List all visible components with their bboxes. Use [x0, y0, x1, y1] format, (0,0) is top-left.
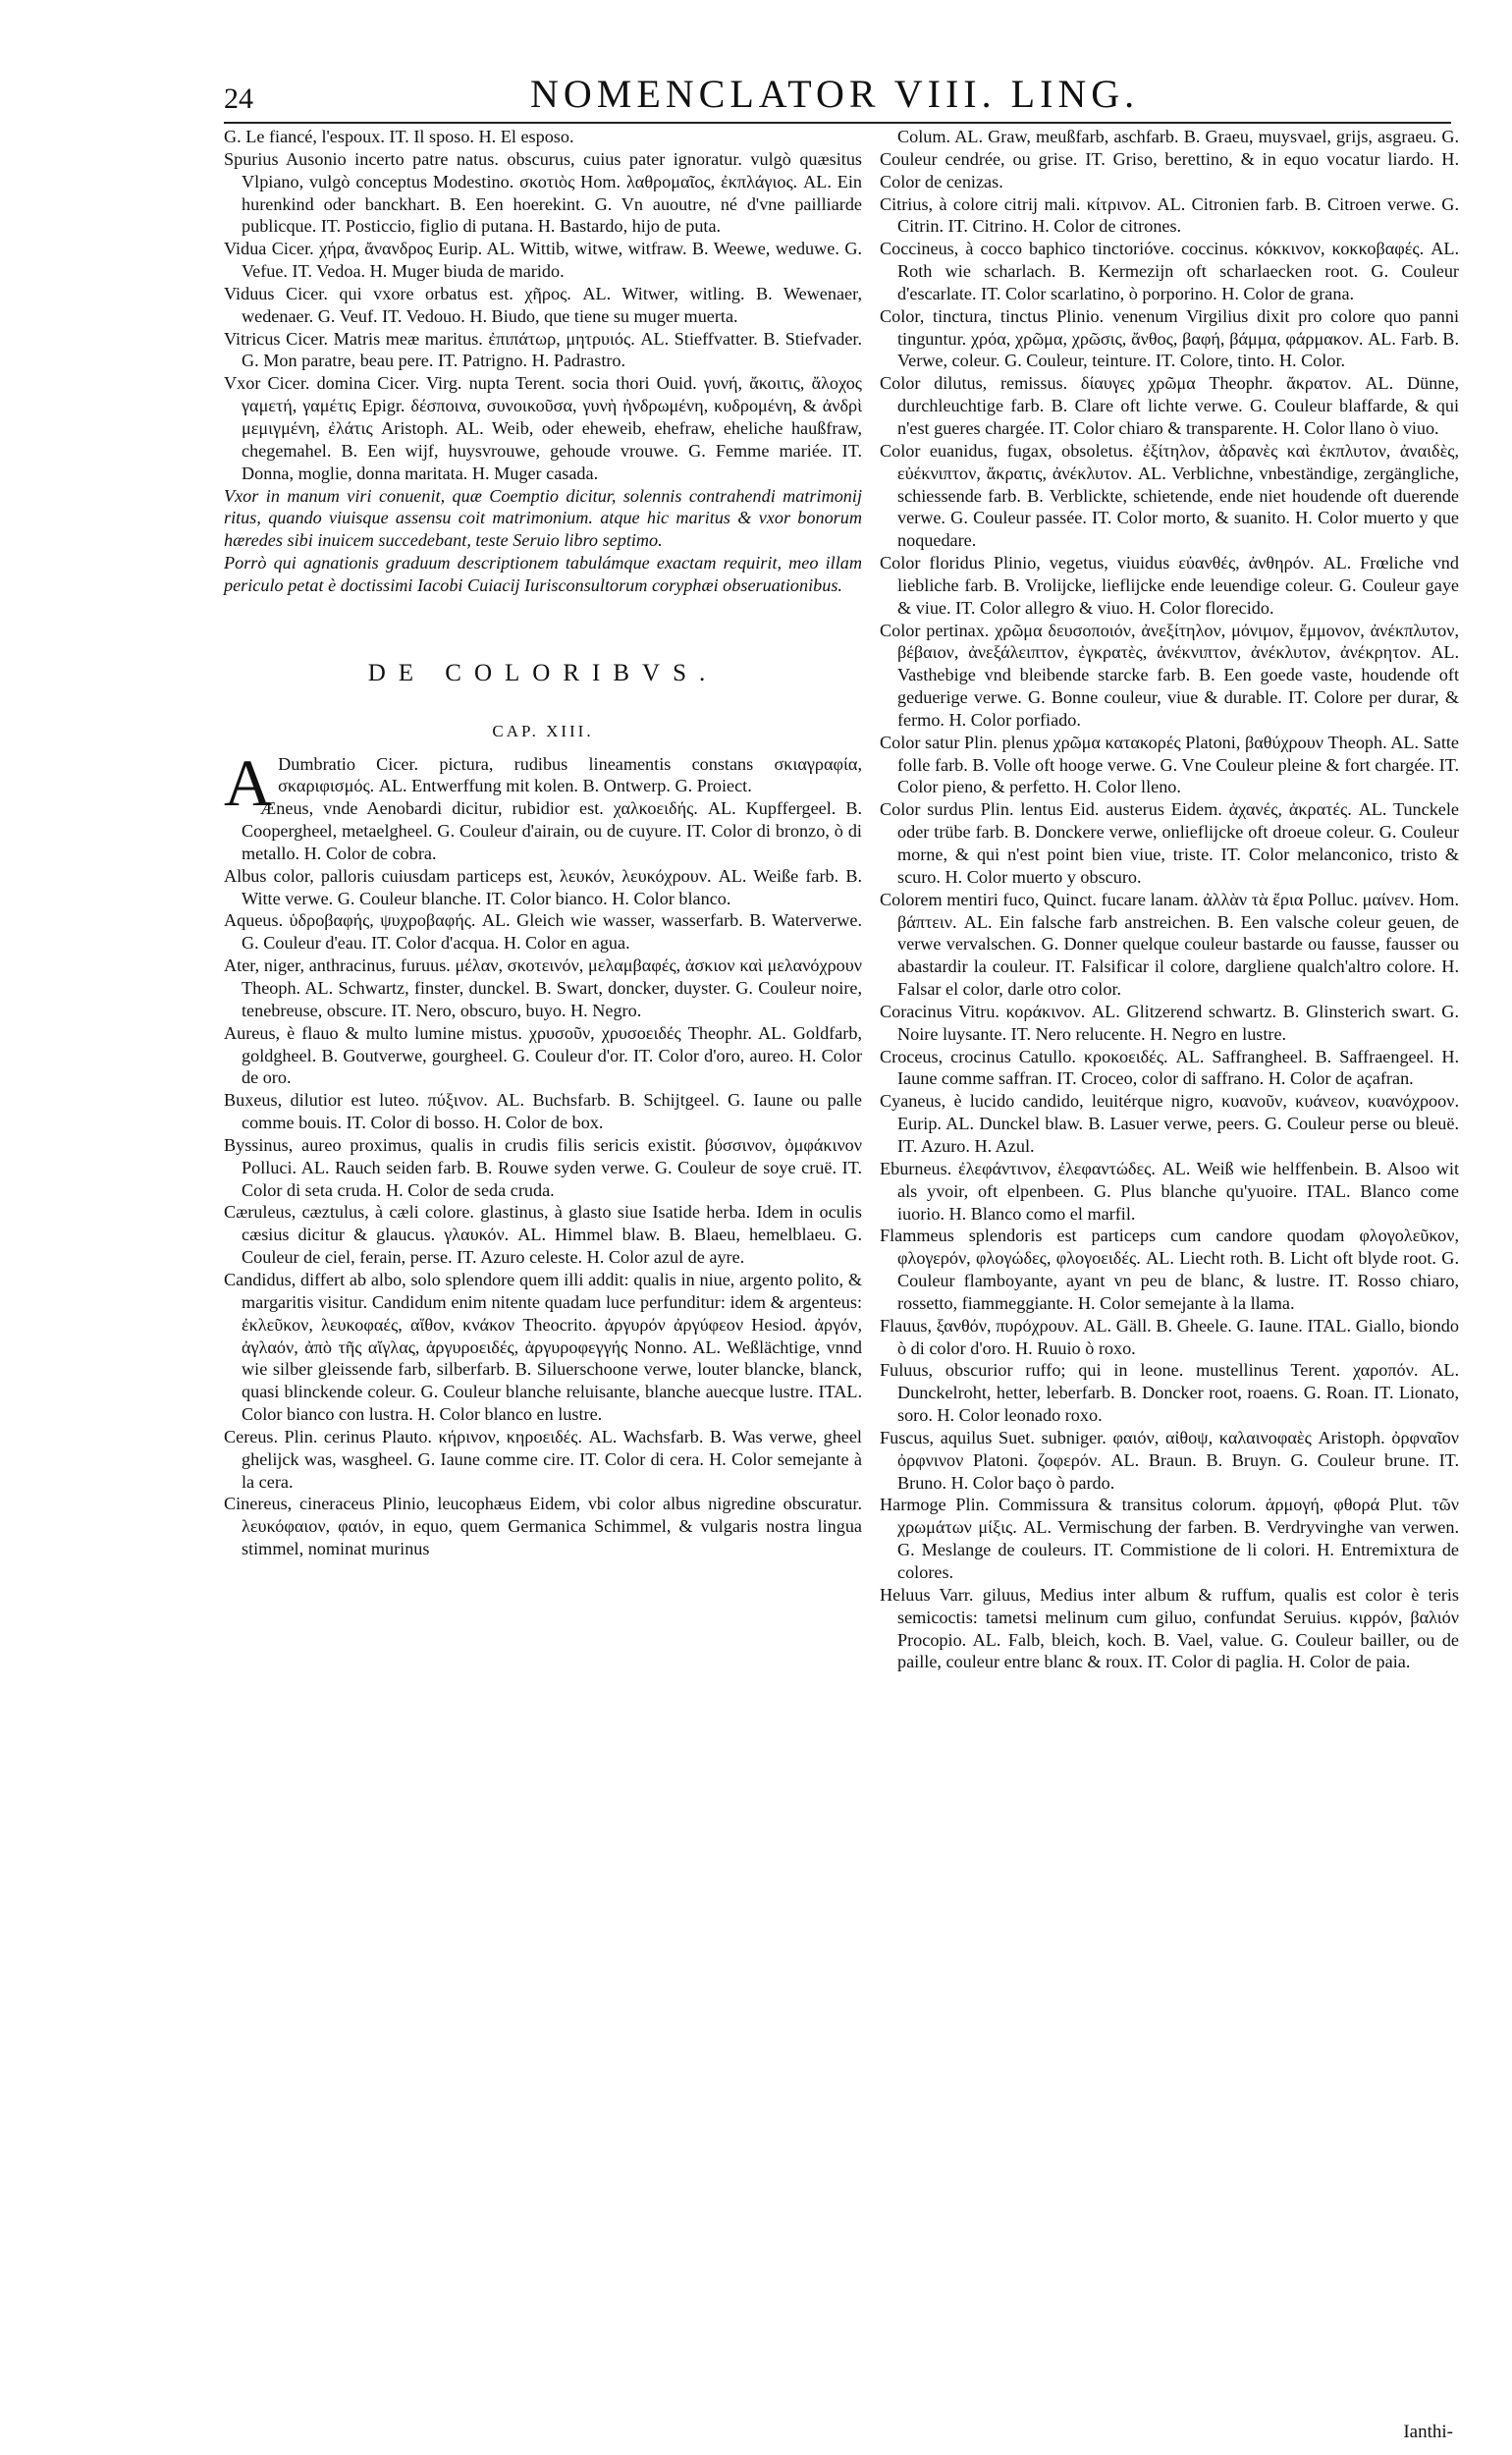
right-column	[880, 126, 1459, 1673]
dictionary-entry: Fuscus, aquilus Suet. subniger. φαιόν, αἰθοψ, καλαινοφαὲς Aristoph. ὀρφναῖον ὀρφνινον Platoni. ζοφερόν. AL. Braun. B. Bruyn. G. Couleur brune. IT. Bruno. H. Color baço ò pardo.	[880, 1427, 1459, 1493]
dictionary-entry: Vidua Cicer. χήρα, ἄνανδρος Eurip. AL. Wittib, witwe, witfraw. B. Weewe, weduwe. G. Vefue. IT. Vedoa. H. Muger biuda de marido.	[224, 239, 862, 282]
dictionary-entry: Cæruleus, cæztulus, à cæli colore. glastinus, à glasto siue Isatide herba. Idem in oculis cæsius dicitur & glaucus. γλαυκόν. AL. Himmel blaw. B. Blaeu, hemelblaeu. G. Couleur de ciel, ferain, perse. IT. Azuro celeste. H. Color azul de ayre.	[224, 1202, 862, 1268]
dictionary-entry: Citrius, à colore citrij mali. κίτρινον. AL. Citronien farb. B. Citroen verwe. G. Citrin. IT. Citrino. H. Color de citrones.	[880, 193, 1459, 237]
dictionary-entry: Ater, niger, anthracinus, furuus. μέλαν, σκοτεινόν, μελαμβαφές, ἀσκιον καὶ μελανόχρουν Theoph. AL. Schwartz, finster, dunckel. B. Swart, doncker, duyster. G. Couleur noire, tenebreuse, obscure. IT. Nero, obscuro, buyo. H. Negro.	[224, 955, 862, 1020]
dictionary-entry: Æneus, vnde Aenobardi dicitur, rubidior est. χαλκοειδής. AL. Kupffergeel. B. Coopergheel, metaelgheel. G. Couleur d'airain, ou de cuyure. IT. Color di bronzo, ò di metallo. H. Color de cobra.	[242, 798, 862, 863]
dictionary-entry: Albus color, palloris cuiusdam particeps est, λευκόν, λευκόχρουν. AL. Weiße farb. B. Witte verwe. G. Couleur blanche. IT. Color bianco. H. Color blanco.	[224, 865, 862, 908]
dictionary-entry: Color euanidus, fugax, obsoletus. ἐξίτηλον, ἀδρανὲς καὶ ἐκπλυτον, ἀναιδὲς, εὐέκνιπτον, ἄκρατις, ἀνέκλυτον. AL. Verblichne, vnbeständige, zergängliche, schiessende farb. B. Verblickte, schietende, ende niet houdende oft duerende verwe. G. Couleur passée. IT. Color morto, & suanito. H. Color muerto y que noquedare.	[880, 440, 1459, 551]
left-column	[224, 126, 862, 1560]
dictionary-entry: Color surdus Plin. lentus Eid. austerus Eidem. ἀχανές, ἀκρατές. AL. Tunckele oder trübe farb. B. Donckere verwe, onlieflijcke oft droeue coleur. G. Couleur morne, & qui n'est point bien viue, triste. IT. Color melanconico, tristo & scuro. H. Color muerto y obscuro.	[880, 799, 1459, 887]
header-rule	[224, 122, 1451, 124]
dictionary-entry: Color, tinctura, tinctus Plinio. venenum Virgilius dixit pro colore quo panni tinguntur. χρόα, χρῶμα, χρῶσις, ἄνθος, βαφή, βάμμα, φάρμακον. AL. Farb. B. Verwe, coleur. G. Couleur, teinture. IT. Colore, tinto. H. Color.	[880, 305, 1459, 371]
dictionary-entry: Colum. AL. Graw, meußfarb, aschfarb. B. Graeu, muysvael, grijs, asgraeu. G. Couleur cendrée, ou grise. IT. Griso, berettino, & in equo vocatur liardo. H. Color de cenizas.	[880, 127, 1459, 191]
left-entries-after	[224, 744, 862, 1560]
dictionary-entry: Cereus. Plin. cerinus Plauto. κήρινον, κηροειδές. AL. Wachsfarb. B. Was verwe, gheel ghelijck was, wasgheel. G. Iaune comme cire. IT. Color di cera. H. Color semejante à la cera.	[224, 1426, 862, 1492]
chapter-heading: CAP. XIII.	[492, 721, 594, 740]
dictionary-entry: Aqueus. ὑδροβαφής, ψυχροβαφής. AL. Gleich wie wasser, wasserfarb. B. Waterverwe. G. Couleur d'eau. IT. Color d'acqua. H. Color en agua.	[224, 910, 862, 954]
dictionary-entry: Eburneus. ἐλεφάντινον, ἐλεφαντώδες. AL. Weiß wie helffenbein. B. Alsoo wit als yvoir, oft elpenbeen. G. Plus blanche qu'yuoire. ITAL. Blanco come iuorio. H. Blanco como el marfil.	[880, 1158, 1459, 1224]
dictionary-entry: Color dilutus, remissus. δίαυγες χρῶμα Theophr. ἄκρατον. AL. Dünne, durchleuchtige farb. B. Clare oft lichte verwe. G. Couleur blaffarde, & qui n'est gueres chargée. IT. Color chiaro & transparente. H. Color llano ò viuo.	[880, 373, 1459, 438]
dictionary-entry: Cinereus, cineraceus Plinio, leucophæus Eidem, vbi color albus nigredine obscuratur. λευκόφαιον, φαιόν, in equo, quem Germanica Schimmel, & vulgaris nostra lingua stimmel, nominat murinus	[224, 1494, 862, 1559]
dictionary-entry: Flammeus splendoris est particeps cum candore quodam φλογολεῦκον, φλογερόν, φλογώδες, φλογοειδές. AL. Liecht roth. B. Licht oft blyde root. G. Couleur flamboyante, ayant vn peu de blanc, & lustre. IT. Rosso chiaro, rossetto, fiammeggiante. H. Color semejante à la llama.	[880, 1226, 1459, 1313]
dictionary-entry: Byssinus, aureo proximus, qualis in crudis filis sericis existit. βύσσινον, ὀμφάκινον Polluci. AL. Rauch seiden farb. B. Rouwe syden verwe. G. Couleur de soye cruë. IT. Color di seta cruda. H. Color de seda cruda.	[224, 1134, 862, 1200]
dictionary-entry: Heluus Varr. giluus, Medius inter album & ruffum, qualis est color è teris semicoctis: tametsi melinum cum giluo, confundat Seruius. κιρρόν, βαλιόν Procopio. AL. Falb, bleich, koch. B. Vael, value. G. Couleur bailler, ou de paille, couleur entre blanc & roux. IT. Color di paglia. H. Color de paia.	[880, 1584, 1459, 1672]
dictionary-entry: Vxor Cicer. domina Cicer. Virg. nupta Terent. socia thori Ouid. γυνή, ἄκοιτις, ἄλοχος γαμετή, γαμέτις Epigr. δέσποινα, συνοικοῦσα, γυνὴ ἠνδρωμένη, κυδρομένη, & ἀνδρὶ μεμιγμένη, ἐλάτις Aristoph. AL. Weib, oder eheweib, ehefraw, eheliche haußfraw, chegemahel. B. Een wijf, huysvrouwe, gehoude vrouwe. G. Femme mariée. IT. Donna, moglie, donna maritata. H. Muger casada.	[224, 373, 862, 483]
section-title: DE COLORIBVS.	[367, 659, 719, 686]
catchword: Ianthi-	[1403, 2422, 1453, 2442]
dictionary-entry: Fuluus, obscurior ruffo; qui in leone. mustellinus Terent. χαροπόν. AL. Dunckelroht, hetter, leberfarb. B. Doncker root, roaens. G. Roan. IT. Lionato, soro. H. Color leonado roxo.	[880, 1360, 1459, 1426]
dictionary-entry: Vxor in manum viri conuenit, quæ Coemptio dicitur, solennis contrahendi matrimonij ritus, quando viuisque assensu coit matrimonium. atque hic maritus & vxor bonorum hæredes sibi inuicem succedebant, teste Seruio libro septimo.	[224, 485, 862, 551]
right-entries	[880, 126, 1459, 1673]
dictionary-entry: Flauus, ξανθόν, πυρόχρουν. AL. Gäll. B. Gheele. G. Iaune. ITAL. Giallo, biondo ò di color d'oro. H. Ruuio ò roxo.	[880, 1315, 1459, 1358]
dictionary-entry: Aureus, è flauo & multo lumine mistus. χρυσοῦν, χρυσοειδές Theophr. AL. Goldfarb, goldgheel. B. Goutverwe, gourgheel. G. Couleur d'or. IT. Color d'oro, aureo. H. Color de oro.	[224, 1022, 862, 1088]
dictionary-entry: Cyaneus, è lucido candido, leuitérque nigro, κυανοῦν, κυάνεον, κυανόχροον. Eurip. AL. Dunckel blaw. B. Lasuer verwe, peers. G. Couleur perse ou bleuë. IT. Azuro. H. Azul.	[880, 1091, 1459, 1156]
dictionary-entry: Spurius Ausonio incerto patre natus. obscurus, cuius pater ignoratur. vulgò quæsitus Vlpiano, vulgò conceptus Modestino. σκοτιὸς Hom. λαθρομαῖος, ἐκπλάγιος. AL. Ein hurenkind oder banckhart. B. Een hoerekint. G. Vn auoutre, né d'vne pailliarde publicque. IT. Posticcio, figlio di putana. H. Bastardo, hijo de puta.	[224, 148, 862, 237]
dictionary-entry: Candidus, differt ab albo, solo splendore quem illi addit: qualis in niue, argento polito, & margaritis visitur. Candidum enim nitente quadam luce perfunditur: idem & argenteus: ἐκλεῦκον, λευκοφαές, αἴθον, κνάκον Theocrito. ἀργυρόν ἀργύφεον Hesiod. ἀργόν, ἀγλαόν, ἀπὸ τῆς αἴγλας, ἀργυροειδές, ἀργυροφεγγής Nonno. AL. Weßlächtige, vnnd wie silber gleissende farb, silberfarb. B. Siluerschoone verwe, louter blancke, blanck, quasi blinckende coleur. G. Couleur blanche reluisante, blanche auecque lustre. ITAL. Color bianco con lustra. H. Color blanco en lustre.	[224, 1269, 862, 1425]
dictionary-entry: Vitricus Cicer. Matris meæ maritus. ἐπιπάτωρ, μητρυιός. AL. Stieffvatter. B. Stiefvader. G. Mon paratre, beau pere. IT. Patrigno. H. Padrastro.	[224, 328, 862, 371]
page-number: 24	[224, 82, 253, 115]
dictionary-entry: Dumbratio Cicer. pictura, rudibus lineamentis constans σκιαγραφία, σκαριφισμός. AL. Entwerffung mit kolen. B. Ontwerp. G. Proiect.	[278, 753, 862, 796]
dictionary-entry: Color floridus Plinio, vegetus, viuidus εὐανθές, ἀνθηρόν. AL. Frœliche vnd liebliche farb. B. Vrolijcke, lieflijcke ende leuendige coleur. G. Couleur gaye & viue. IT. Color allegro & viuo. H. Color florecido.	[880, 553, 1459, 618]
dictionary-entry: Color satur Plin. plenus χρῶμα κατακορές Platoni, βαθύχρουν Theoph. AL. Satte folle farb. B. Volle oft hooge verwe. G. Vne Couleur pleine & fort chargée. IT. Color pieno, & perfetto. H. Color lleno.	[880, 732, 1459, 797]
dictionary-entry: Porrò qui agnationis graduum descriptionem tabulámque exactam requirit, meo illam periculo petat è doctissimi Iacobi Cuiacij Iurisconsultorum coryphæi obseruationibus.	[224, 553, 862, 595]
dictionary-entry: Colorem mentiri fuco, Quinct. fucare lanam. ἀλλὰν τὰ ἔρια Polluc. μαίνεν. Hom. βάπτειν. AL. Ein falsche farb anstreichen. B. Een valsche coleur geuen, de verwe vervalschen. G. Donner quelque couleur bastarde ou fausse, fausser ou abastardir la couleur. IT. Falsificar il colore, dargliene qualch'altro colore. H. Falsar el color, darle otro color.	[880, 889, 1459, 1000]
dictionary-entry: Coccineus, à cocco baphico tinctorióve. coccinus. κόκκινον, κοκκοβαφές. AL. Roth wie scharlach. B. Kermezijn oft scharlaecken root. G. Couleur d'escarlate. IT. Color scarlatino, ò porporino. H. Color de grana.	[880, 239, 1459, 303]
dictionary-entry: Croceus, crocinus Catullo. κροκοειδές. AL. Saffrangheel. B. Saffraengeel. H. Iaune comme saffran. IT. Croceo, color di saffrano. H. Color de açafran.	[880, 1046, 1459, 1089]
running-title: NOMENCLATOR VIII. LING.	[530, 72, 1140, 116]
dictionary-entry: Color pertinax. χρῶμα δευσοποιόν, ἀνεξίτηλον, μόνιμον, ἔμμονον, ἀνέκπλυτον, βέβαιον, ἀνεξάλειπτον, ἐγκρατὲς, ἀνέκνιπτον, ἀνέκλυτον, ἀνέκρητον. AL. Vasthebige vnd bleibende starcke farb. B. Een goede vaste, houdende oft geduerige verwe. G. Bonne couleur, viue & durable. IT. Colore per durar, & fermo. H. Color porfiado.	[880, 620, 1459, 730]
dictionary-entry: Harmoge Plin. Commissura & transitus colorum. ἁρμογή, φθορά Plut. τῶν χρωμάτων μίξις. AL. Vermischung der farben. B. Verdryvinghe van verwen. G. Meslange de couleurs. IT. Commistione de li colori. H. Entremixtura de colores.	[880, 1495, 1459, 1582]
dictionary-entry: G. Le fiancé, l'espoux. IT. Il sposo. H. El esposo.	[224, 127, 574, 146]
left-entries-before	[224, 126, 862, 597]
drop-cap: A	[224, 744, 273, 820]
dictionary-entry: Coracinus Vitru. κοράκινον. AL. Glitzerend schwartz. B. Glinsterich swart. G. Noire luysante. IT. Nero relucente. H. Negro en lustre.	[880, 1001, 1459, 1044]
dictionary-entry: Buxeus, dilutior est luteo. πύξινον. AL. Buchsfarb. B. Schijtgeel. G. Iaune ou palle comme bouis. IT. Color di bosso. H. Color de box.	[224, 1090, 862, 1133]
dictionary-entry: Viduus Cicer. qui vxore orbatus est. χῆρος. AL. Witwer, witling. B. Wewenaer, wedenaer. G. Veuf. IT. Vedouo. H. Biudo, que tiene su muger muerta.	[224, 283, 862, 326]
